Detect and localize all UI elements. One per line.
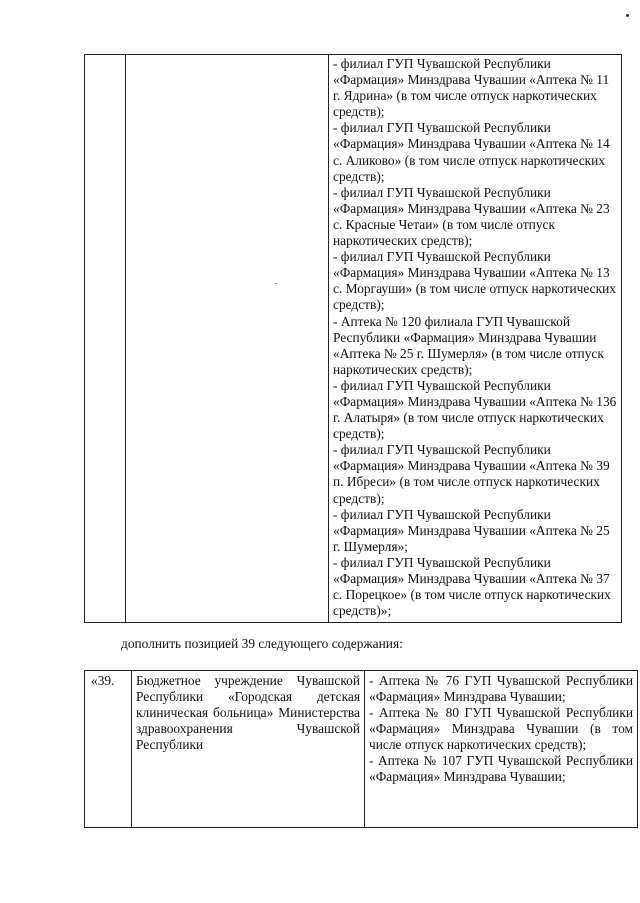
institution-cell bbox=[126, 55, 329, 623]
pharmacy-entry: - Аптека № 76 ГУП Чувашской Республики «Фармация» Минздрава Чувашии; bbox=[369, 673, 633, 704]
table-row bbox=[85, 55, 622, 623]
pharmacy-entry: - филиал ГУП Чувашской Республики «Фармация» Минздрава Чувашии «Аптека № 136 г. Алатыря» (в том числе отпуск наркотических средств); bbox=[333, 377, 617, 442]
table-row bbox=[85, 671, 638, 828]
pharmacy-entry: - филиал ГУП Чувашской Республики «Фармация» Минздрава Чувашии «Аптека № 25 г. Шумерля»; bbox=[333, 506, 610, 554]
pharmacy-entry: - Аптека № 120 филиала ГУП Чувашской Республики «Фармация» Минздрава Чувашии «Аптека № 25 г. Шумерля» (в том числе отпуск наркотических средств); bbox=[333, 313, 604, 377]
pharmacies-cell bbox=[329, 55, 622, 623]
pharmacy-entry: - Аптека № 107 ГУП Чувашской Республики «Фармация» Минздрава Чувашии; bbox=[369, 753, 633, 784]
pharmacy-table-continued bbox=[84, 54, 622, 623]
pharmacy-entry: - филиал ГУП Чувашской Республики «Фармация» Минздрава Чувашии «Аптека № 11 г. Ядрина» (в том числе отпуск наркотических средств); bbox=[333, 56, 610, 120]
scan-dot bbox=[626, 14, 629, 17]
pharmacy-entry: - филиал ГУП Чувашской Республики «Фармация» Минздрава Чувашии «Аптека № 39 п. Ибреси» (в том числе отпуск наркотических средств); bbox=[333, 442, 610, 506]
pharmacy-entry: - филиал ГУП Чувашской Республики «Фармация» Минздрава Чувашии «Аптека № 14 с. Аликово» (в том числе отпуск наркотических средств); bbox=[333, 120, 610, 184]
position-number: «39. bbox=[91, 673, 115, 688]
institution-cell bbox=[132, 671, 365, 828]
institution-name: Бюджетное учреждение Чувашской Республики «Городская детская клиническая больница» Министерства здравоохранения Чувашской Республики bbox=[136, 673, 360, 752]
number-cell bbox=[85, 671, 132, 828]
pharmacy-entry: - Аптека № 80 ГУП Чувашской Республики «Фармация» Минздрава Чувашии (в том числе отпуск наркотических средств); bbox=[369, 705, 633, 752]
number-cell bbox=[85, 55, 126, 623]
amendment-paragraph: дополнить позицией 39 следующего содержания: bbox=[121, 636, 403, 651]
pharmacy-entry: - филиал ГУП Чувашской Республики «Фармация» Минздрава Чувашии «Аптека № 23 с. Красные Четаи» (в том числе отпуск наркотических средств); bbox=[333, 184, 610, 249]
pharmacies-cell bbox=[365, 671, 638, 828]
pharmacy-table-position-39 bbox=[84, 670, 638, 828]
pharmacy-entry: - филиал ГУП Чувашской Республики «Фармация» Минздрава Чувашии «Аптека № 13 с. Моргауши» (в том числе отпуск наркотических средств); bbox=[333, 249, 616, 313]
pharmacy-entry: - филиал ГУП Чувашской Республики «Фармация» Минздрава Чувашии «Аптека № 37 с. Порецкое» (в том числе отпуск наркотических средств)»; bbox=[333, 554, 611, 619]
